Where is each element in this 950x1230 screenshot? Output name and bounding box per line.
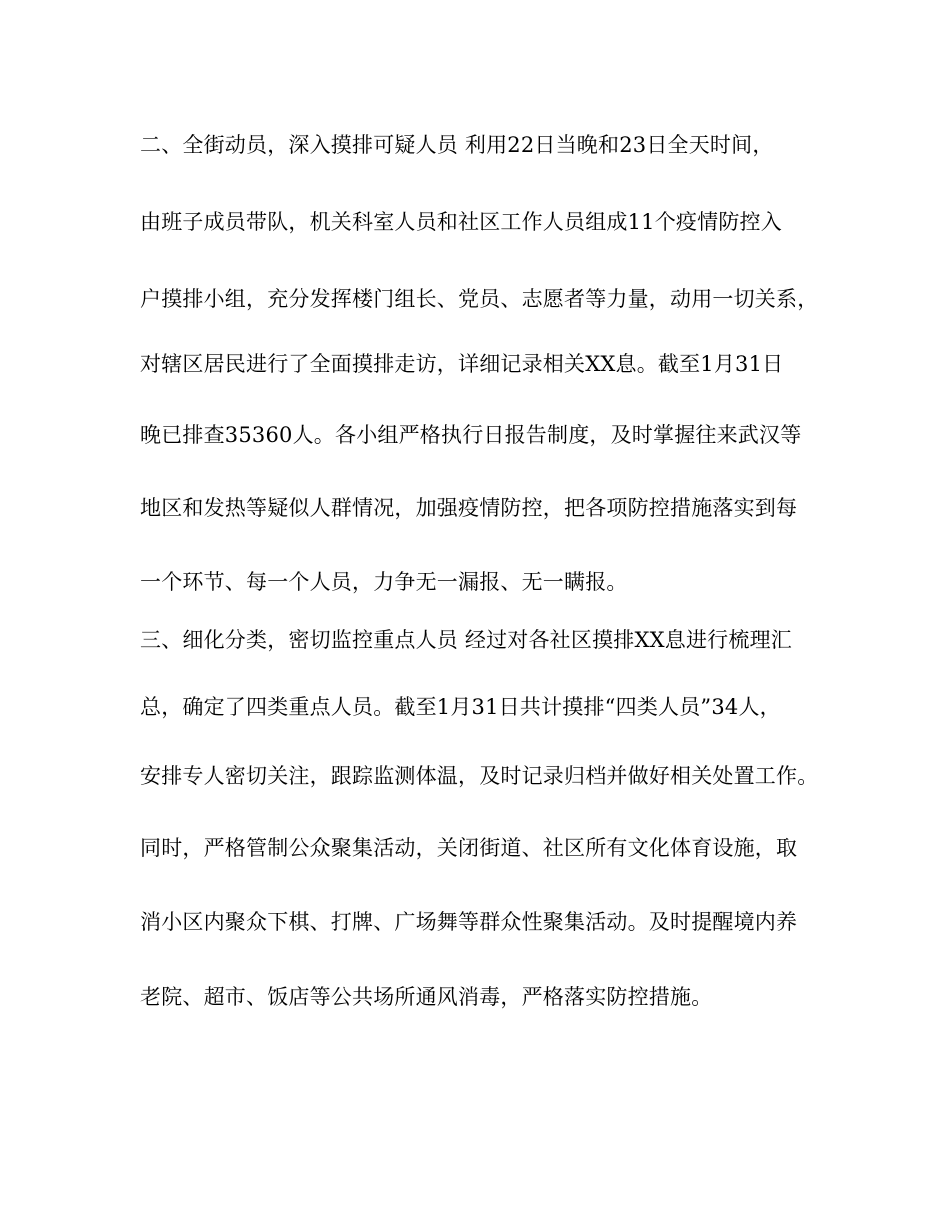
paragraph-line-8: 三、细化分类，密切监控重点人员 经过对各社区摸排XX息进行梳理汇 [140,628,792,652]
paragraph-line-2: 由班子成员带队，机关科室人员和社区工作人员组成11个疫情防控入 [140,210,782,234]
paragraph-line-9: 总，确定了四类重点人员。截至1月31日共计摸排“四类人员”34人， [140,695,781,719]
paragraph-line-6: 地区和发热等疑似人群情况，加强疫情防控，把各项防控措施落实到每 [140,496,798,520]
paragraph-line-12: 消小区内聚众下棋、打牌、广场舞等群众性聚集活动。及时提醒境内养 [140,910,798,934]
paragraph-line-13: 老院、超市、饭店等公共场所通风消毒，严格落实防控措施。 [140,985,713,1009]
paragraph-line-4: 对辖区居民进行了全面摸排走访，详细记录相关XX息。截至1月31日 [140,352,784,376]
paragraph-line-1: 二、全街动员，深入摸排可疑人员 利用22日当晚和23日全天时间， [140,133,774,157]
paragraph-line-11: 同时，严格管制公众聚集活动，关闭街道、社区所有文化体育设施，取 [140,836,798,860]
paragraph-line-7: 一个环节、每一个人员，力争无一漏报、无一瞒报。 [140,570,628,594]
paragraph-line-10: 安排专人密切关注，跟踪监测体温，及时记录归档并做好相关处置工作。 [140,764,819,788]
paragraph-line-5: 晚已排查35360人。各小组严格执行日报告制度，及时掌握往来武汉等 [140,423,802,447]
paragraph-line-3: 户摸排小组，充分发挥楼门组长、党员、志愿者等力量，动用一切关系， [140,287,819,311]
